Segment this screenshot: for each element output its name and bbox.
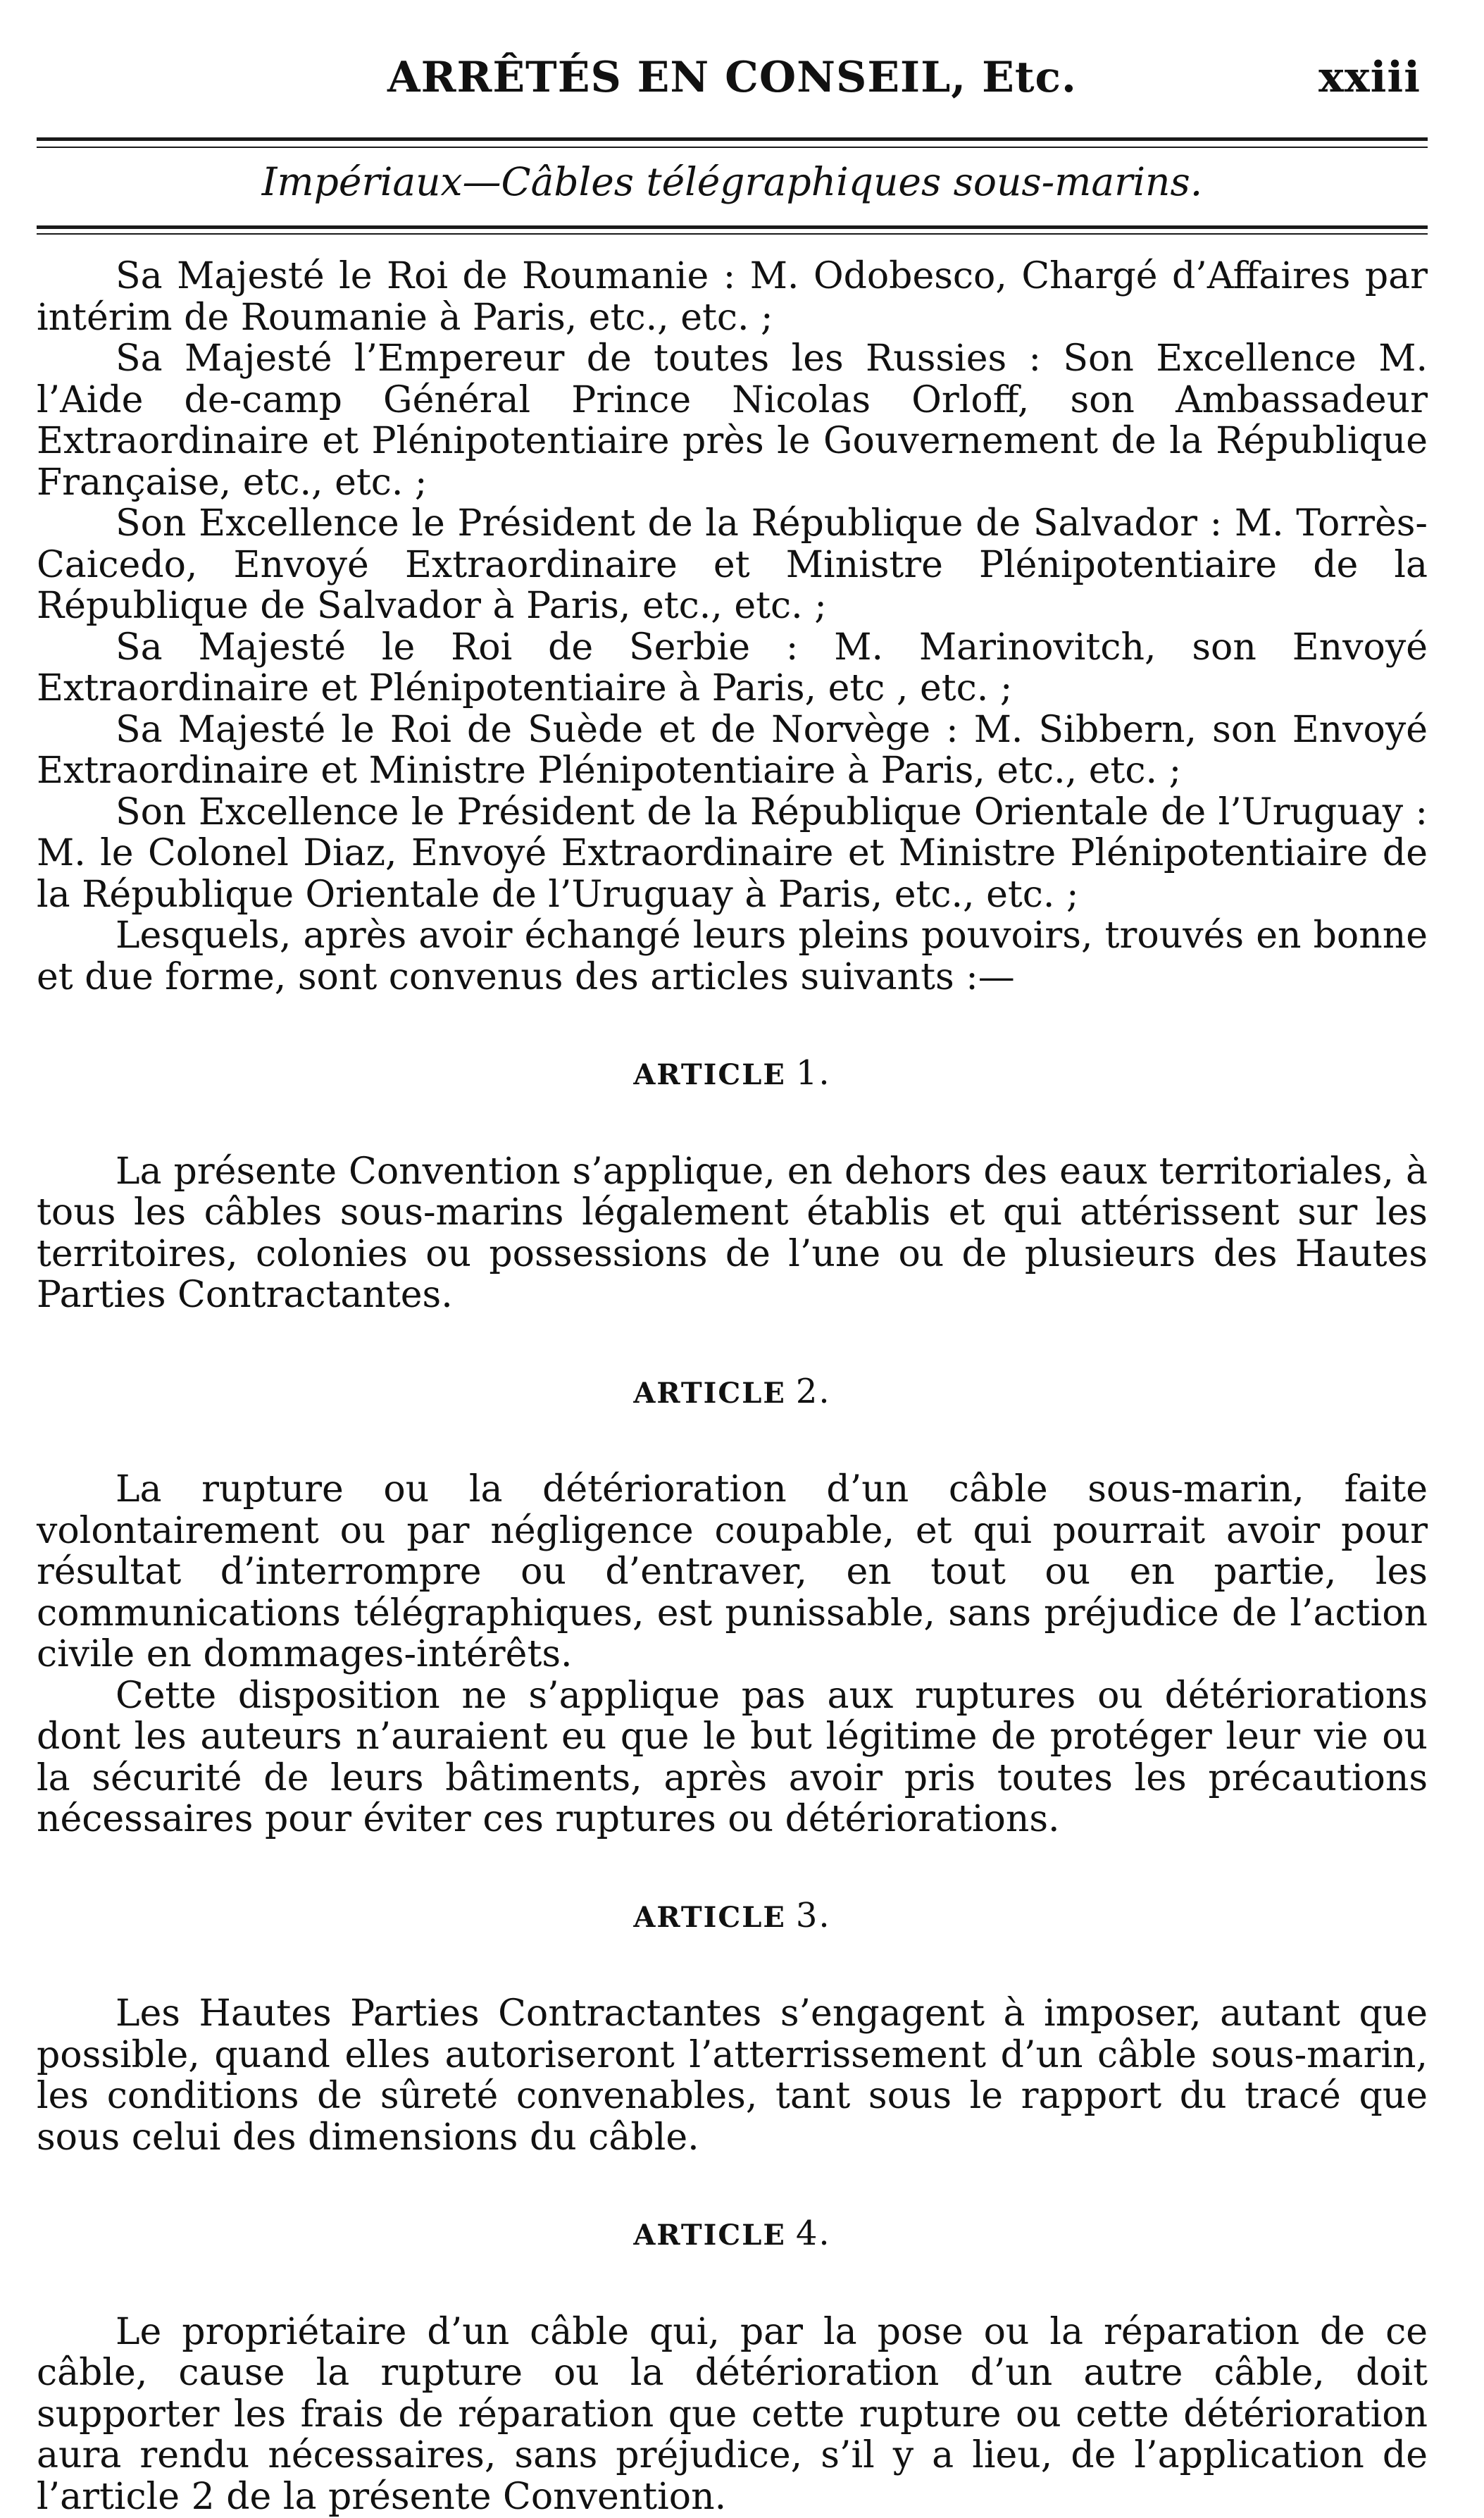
subtitle-rule-thin — [37, 233, 1428, 235]
article-label: ARTICLE — [633, 1900, 786, 1934]
article-label: ARTICLE — [633, 1058, 786, 1091]
article-heading — [37, 2213, 1428, 2257]
document-body — [37, 256, 1428, 2517]
page-number: xxiii — [1318, 53, 1421, 102]
running-head — [37, 39, 1428, 109]
article-paragraph: La rupture ou la détérioration d’un câble sous-marin, faite volontairement ou par négligence coupable, et qui pourrait avoir pour résultat d’interrompre ou d’entraver, en tout ou en partie, les communications télégraphiques, est punissable, sans préjudice de l’action civile en dommages-intérêts. — [37, 1468, 1428, 1675]
article-number: 1. — [795, 1053, 831, 1093]
article-3 — [37, 1895, 1428, 2159]
article-heading — [37, 1053, 1428, 1096]
preamble-paragraph: Sa Majesté le Roi de Roumanie : M. Odobesco, Chargé d’Affaires par intérim de Roumanie à Paris, etc., etc. ; — [37, 255, 1428, 339]
article-paragraph: Cette disposition ne s’applique pas aux ruptures ou détériorations dont les auteurs n’auraient eu que le but légitime de protéger leur vie ou la sécurité de leurs bâtiments, après avoir pris toutes les précautions nécessaires pour éviter ces ruptures ou détériorations. — [37, 1674, 1428, 1840]
article-number: 3. — [795, 1895, 831, 1935]
preamble — [37, 256, 1428, 998]
article-heading — [37, 1371, 1428, 1415]
article-number: 2. — [795, 1371, 831, 1411]
preamble-paragraph: Sa Majesté l’Empereur de toutes les Russies : Son Excellence M. l’Aide de-camp Général Prince Nicolas Orloff, son Ambassadeur Extraordinaire et Plénipotentiaire près le Gouvernement de la République Française, etc., etc. ; — [37, 337, 1428, 504]
document-page — [37, 39, 1428, 2517]
article-paragraph: Les Hautes Parties Contractantes s’engagent à imposer, autant que possible, quand elles autoriseront l’atterrissement d’un câble sous-marin, les conditions de sûreté convenables, tant sous le rapport du tracé que sous celui des dimensions du câble. — [37, 1992, 1428, 2159]
preamble-paragraph: Son Excellence le Président de la République Orientale de l’Uruguay : M. le Colonel Diaz, Envoyé Extraordinaire et Ministre Plénipotentiaire de la République Orientale de l’Uruguay à Paris, etc., etc. ; — [37, 790, 1428, 916]
article-paragraph: La présente Convention s’applique, en dehors des eaux territoriales, à tous les câbles sous-marins légalement établis et qui attérissent sur les territoires, colonies ou possessions de l’une ou de plusieurs des Hautes Parties Contractantes. — [37, 1150, 1428, 1316]
article-2 — [37, 1371, 1428, 1840]
article-1 — [37, 1053, 1428, 1316]
article-paragraph: Le propriétaire d’un câble qui, par la pose ou la réparation de ce câble, cause la rupture ou la détérioration d’un autre câble, doit supporter les frais de réparation que cette rupture ou cette détérioration aura rendu nécessaires, sans préjudice, s’il y a lieu, de l’application de l’article 2 de la présente Convention. — [37, 2310, 1428, 2518]
article-label: ARTICLE — [633, 1376, 786, 1410]
preamble-paragraph: Sa Majesté le Roi de Suède et de Norvège : M. Sibbern, son Envoyé Extraordinaire et Ministre Plénipotentiaire à Paris, etc., etc. ; — [37, 708, 1428, 792]
preamble-paragraph: Sa Majesté le Roi de Serbie : M. Marinovitch, son Envoyé Extraordinaire et Plénipotentiaire à Paris, etc , etc. ; — [37, 626, 1428, 709]
running-title: ARRÊTÉS EN CONSEIL, Etc. — [387, 53, 1077, 102]
section-subtitle: Impériaux—Câbles télégraphiques sous-marins. — [261, 159, 1203, 204]
article-4 — [37, 2213, 1428, 2517]
preamble-paragraph: Lesquels, après avoir échangé leurs pleins pouvoirs, trouvés en bonne et due forme, sont convenus des articles suivants :— — [37, 914, 1428, 998]
header-rule — [37, 137, 1428, 141]
article-heading — [37, 1895, 1428, 1939]
subtitle-rule — [37, 225, 1428, 229]
article-number: 4. — [795, 2214, 831, 2253]
preamble-paragraph: Son Excellence le Président de la République de Salvador : M. Torrès-Caicedo, Envoyé Extraordinaire et Ministre Plénipotentiaire de la République de Salvador à Paris, etc., etc. ; — [37, 502, 1428, 627]
header-rule-thin — [37, 147, 1428, 148]
article-label: ARTICLE — [633, 2219, 786, 2252]
